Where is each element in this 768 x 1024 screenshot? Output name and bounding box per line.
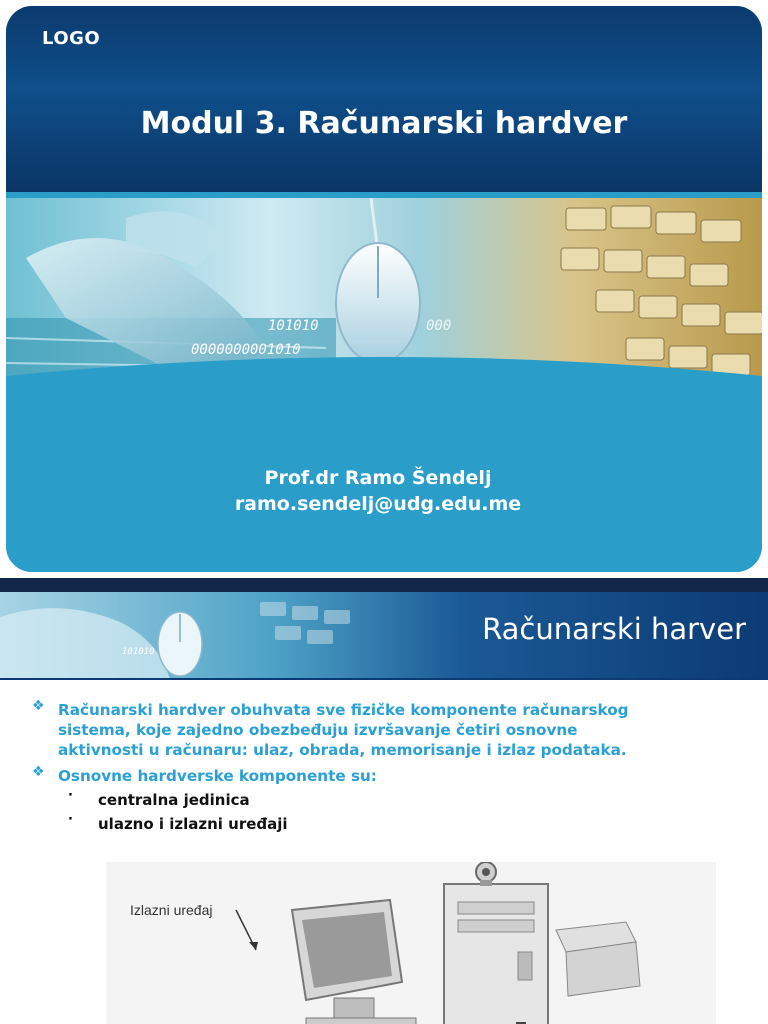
computer-illustration — [106, 862, 716, 1024]
author-email: ramo.sendelj@udg.edu.me — [234, 493, 522, 515]
slide-title: Računarski harver — [482, 612, 746, 646]
author-block — [0, 465, 756, 517]
author-name: Prof.dr Ramo Šendelj — [264, 467, 492, 489]
bullet-text-1 — [58, 700, 718, 760]
photo-digits-3: 000 — [426, 318, 452, 334]
bullet-text-2 — [58, 766, 718, 786]
photo-digits-2: 0000000001010 — [191, 342, 301, 358]
bullet-line: Računarski hardver obuhvata sve fizičke komponente računarskog — [58, 701, 629, 719]
content-slide — [0, 592, 768, 1024]
bullet-line: sistema, koje zajedno obezbeđuju izvršavanje četiri osnovne — [58, 721, 578, 739]
sub-item: centralna jedinica — [98, 791, 250, 809]
bullet-line: aktivnosti u računaru: ulaz, obrada, memorisanje i izlaz podataka. — [58, 741, 627, 759]
diamond-bullet-icon: ❖ — [32, 698, 45, 714]
sub-item: ulazno i izlazni uređaji — [98, 815, 288, 833]
photo-digits-1: 101010 — [268, 318, 319, 334]
banner-digits: 101010 — [122, 647, 155, 657]
diamond-bullet-icon: ❖ — [32, 764, 45, 780]
title-header — [6, 6, 762, 192]
hero-image — [6, 198, 762, 398]
logo: LOGO — [42, 28, 101, 49]
figure-label: Izlazni uređaj — [130, 902, 213, 918]
hardware-figure — [106, 862, 716, 1024]
sub-bullet-dot-icon: · — [68, 788, 73, 803]
sub-bullet-dot-icon: · — [68, 812, 73, 827]
page-title: Modul 3. Računarski hardver — [140, 106, 628, 141]
slide-divider — [0, 578, 768, 592]
content-banner — [0, 592, 768, 680]
hero-illustration — [6, 198, 762, 398]
bullet-line: Osnovne hardverske komponente su: — [58, 767, 377, 785]
